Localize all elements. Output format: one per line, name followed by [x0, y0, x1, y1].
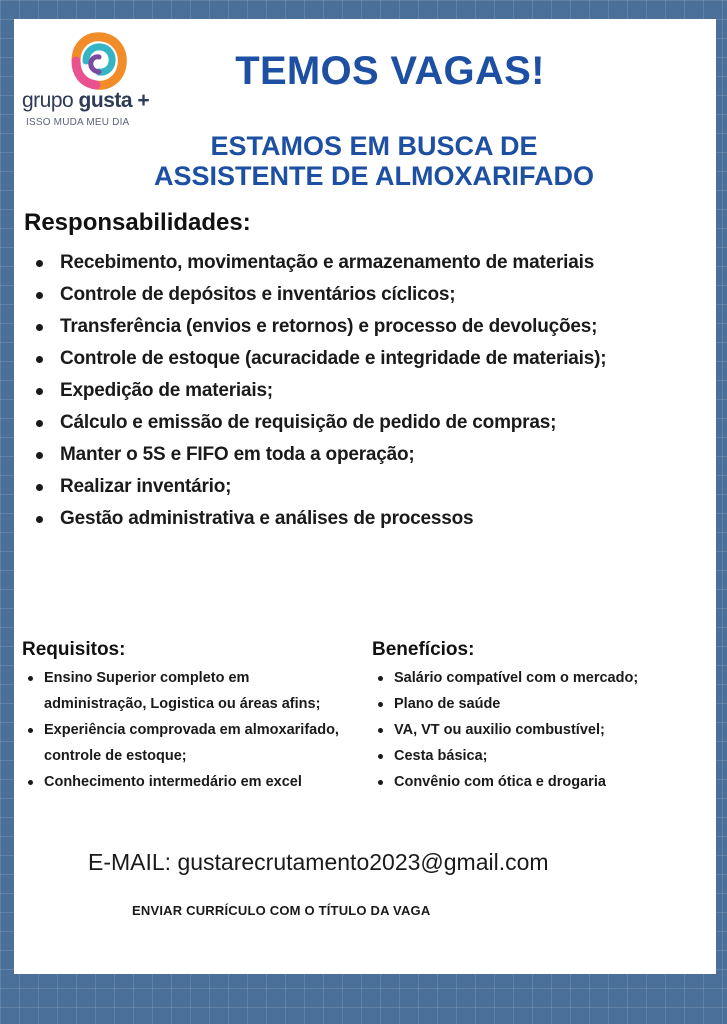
responsibilities-title: Responsabilidades: [24, 209, 251, 236]
list-item: Transferência (envios e retornos) e processo de devoluções; [36, 311, 712, 343]
list-item: Gestão administrativa e análises de processos [36, 503, 712, 535]
brand-tagline: ISSO MUDA MEU DIA [26, 117, 130, 128]
contact-email: E-MAIL: gustarecrutamento2023@gmail.com [88, 849, 549, 875]
list-item: Controle de estoque (acuracidade e integridade de materiais); [36, 343, 712, 375]
list-item: Experiência comprovada em almoxarifado, controle de estoque; [22, 717, 352, 769]
list-item: Conhecimento intermedário em excel [22, 769, 352, 795]
list-item: Plano de saúde [372, 691, 716, 717]
application-instruction: ENVIAR CURRÍCULO COM O TÍTULO DA VAGA [132, 903, 431, 918]
job-title-line-2: ASSISTENTE DE ALMOXARIFADO [153, 161, 595, 191]
headline: TEMOS VAGAS! [235, 49, 545, 93]
responsibilities-list [36, 247, 712, 535]
job-title [74, 131, 674, 191]
benefits-list [372, 665, 716, 795]
list-item: Convênio com ótica e drogaria [372, 769, 716, 795]
list-item: Cálculo e emissão de requisição de pedido de compras; [36, 407, 712, 439]
job-title-line-1: ESTAMOS EM BUSCA DE [210, 131, 538, 161]
list-item: Recebimento, movimentação e armazenamento de materiais [36, 247, 712, 279]
list-item: Cesta básica; [372, 743, 716, 769]
list-item: VA, VT ou auxilio combustível; [372, 717, 716, 743]
list-item: Controle de depósitos e inventários cíclicos; [36, 279, 712, 311]
list-item: Salário compatível com o mercado; [372, 665, 716, 691]
list-item: Manter o 5S e FIFO em toda a operação; [36, 439, 712, 471]
list-item: Realizar inventário; [36, 471, 712, 503]
requirements-list [22, 665, 352, 795]
benefits-title: Benefícios: [372, 639, 475, 660]
job-poster-card [14, 19, 716, 974]
requirements-title: Requisitos: [22, 639, 126, 660]
brand-name: grupo gusta + [22, 89, 150, 112]
swirl-logo-icon [68, 31, 128, 91]
brand-logo [22, 31, 172, 141]
list-item: Ensino Superior completo em administração, Logistica ou áreas afins; [22, 665, 352, 717]
list-item: Expedição de materiais; [36, 375, 712, 407]
